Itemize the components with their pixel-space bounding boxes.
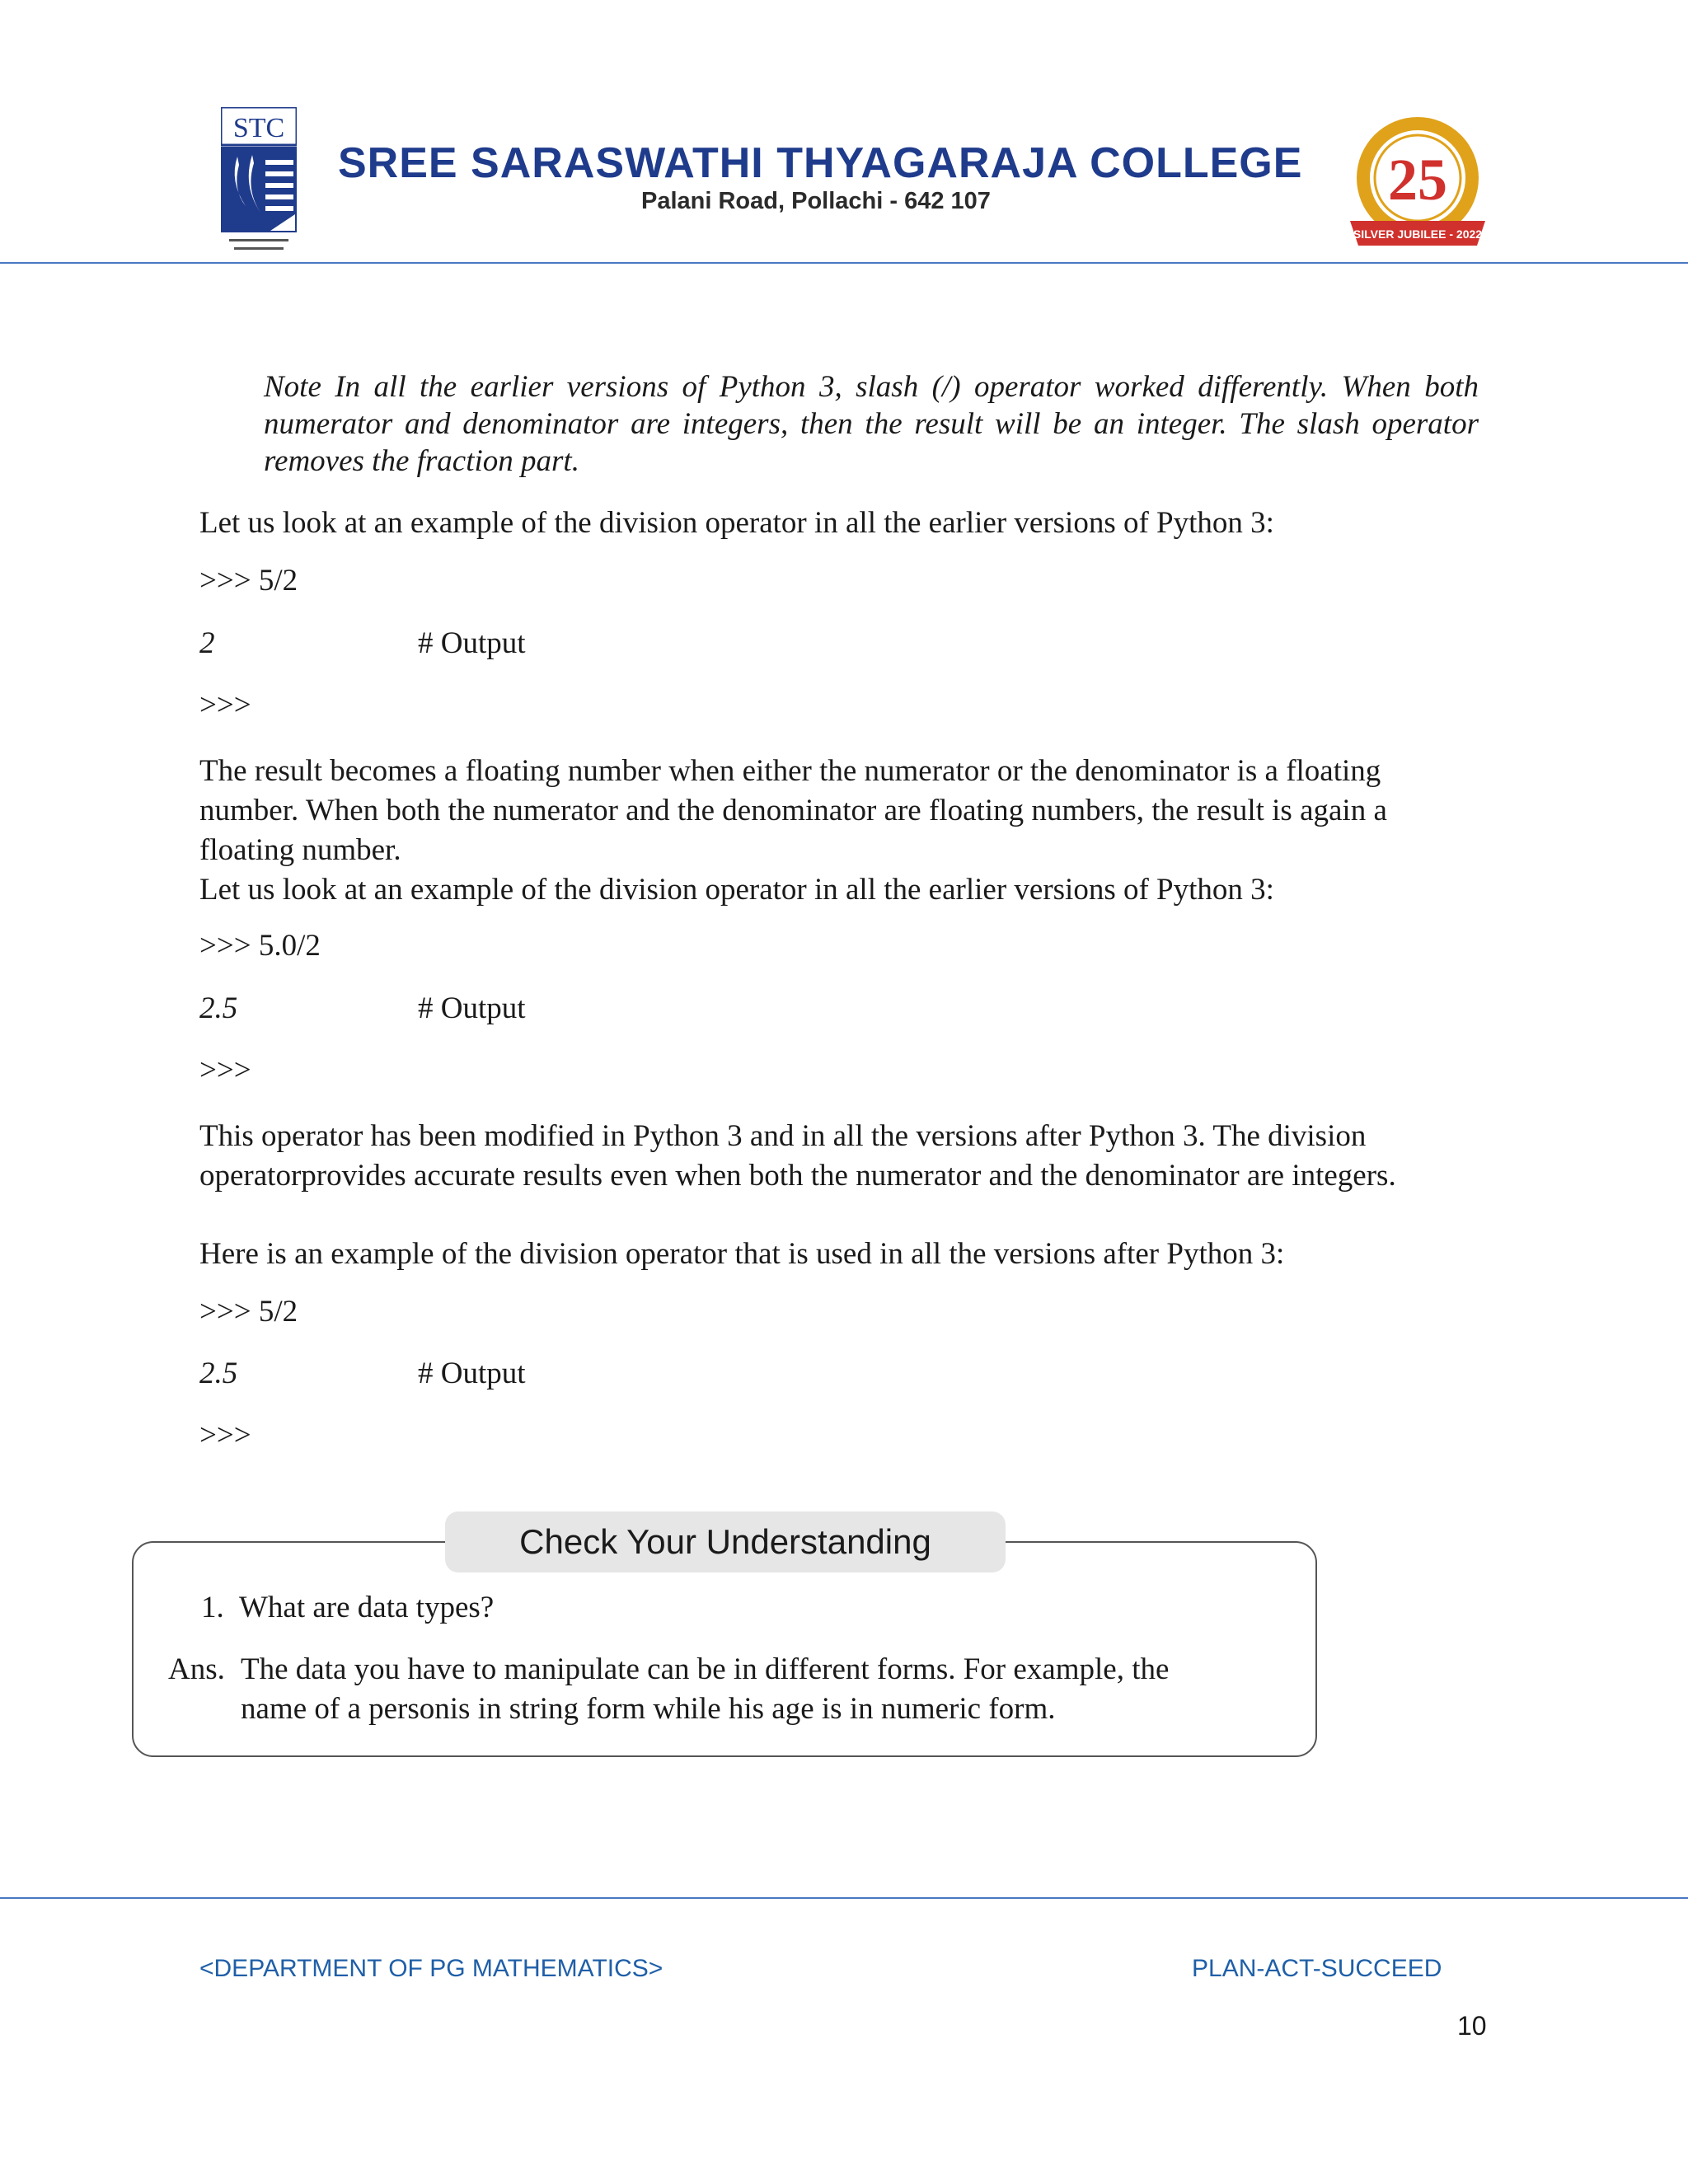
college-logo	[221, 107, 297, 264]
example-2-output: 2.5	[199, 991, 238, 1025]
example-1-input: >>> 5/2	[199, 564, 298, 598]
college-address: Palani Road, Pollachi - 642 107	[641, 188, 991, 214]
check-understanding-title: Check Your Understanding	[445, 1511, 1006, 1572]
seal-number: 25	[1388, 147, 1447, 213]
note-paragraph: Note In all the earlier versions of Python 3, slash (/) operator worked differently. When both numerator and denominator are integers, then the result will be an integer. The slash operator removes the fraction part.	[264, 370, 1479, 478]
example-3-comment: # Output	[418, 1357, 526, 1390]
paragraph-2: The result becomes a floating number when either the numerator or the denominator is a floating number. When both the numerator and the denominator are floating numbers, the result is again a floating number.	[199, 754, 1387, 867]
silver-jubilee-seal-icon	[1343, 114, 1492, 254]
question-text: What are data types?	[239, 1591, 495, 1624]
seal-banner: SILVER JUBILEE - 2022	[1353, 227, 1483, 241]
example-1-prompt: >>>	[199, 688, 251, 722]
page-number: 10	[1457, 2011, 1487, 2041]
answer-line-1: The data you have to manipulate can be in different forms. For example, the	[241, 1652, 1170, 1686]
example-3-output: 2.5	[199, 1357, 238, 1390]
footer-divider	[0, 1897, 1688, 1899]
intro-paragraph-2: Let us look at an example of the division operator in all the earlier versions of Python 3:	[199, 873, 1274, 907]
example-3-prompt: >>>	[199, 1418, 251, 1452]
example-3-input: >>> 5/2	[199, 1295, 298, 1329]
college-name: SREE SARASWATHI THYAGARAJA COLLEGE	[338, 139, 1303, 187]
footer-department: <DEPARTMENT OF PG MATHEMATICS>	[199, 1955, 663, 1982]
example-2-prompt: >>>	[199, 1053, 251, 1087]
answer-line-2: name of a personis in string form while his age is in numeric form.	[241, 1692, 1056, 1726]
paragraph-3: This operator has been modified in Python 3 and in all the versions after Python 3. The division operatorprovides accurate results even when both the numerator and the denominator are integers.	[199, 1119, 1396, 1193]
header-divider	[0, 262, 1688, 264]
footer-motto: PLAN-ACT-SUCCEED	[1192, 1955, 1442, 1982]
example-2-comment: # Output	[418, 991, 526, 1025]
logo-text: STC	[232, 113, 285, 143]
answer-label: Ans.	[168, 1652, 225, 1686]
intro-paragraph-1: Let us look at an example of the division operator in all the earlier versions of Python 3:	[199, 506, 1274, 540]
example-1-output: 2	[199, 626, 215, 660]
intro-paragraph-3: Here is an example of the division operator that is used in all the versions after Python 3:	[199, 1237, 1285, 1271]
example-2-input: >>> 5.0/2	[199, 929, 321, 963]
example-1-comment: # Output	[418, 626, 526, 660]
question-number: 1.	[201, 1591, 224, 1624]
